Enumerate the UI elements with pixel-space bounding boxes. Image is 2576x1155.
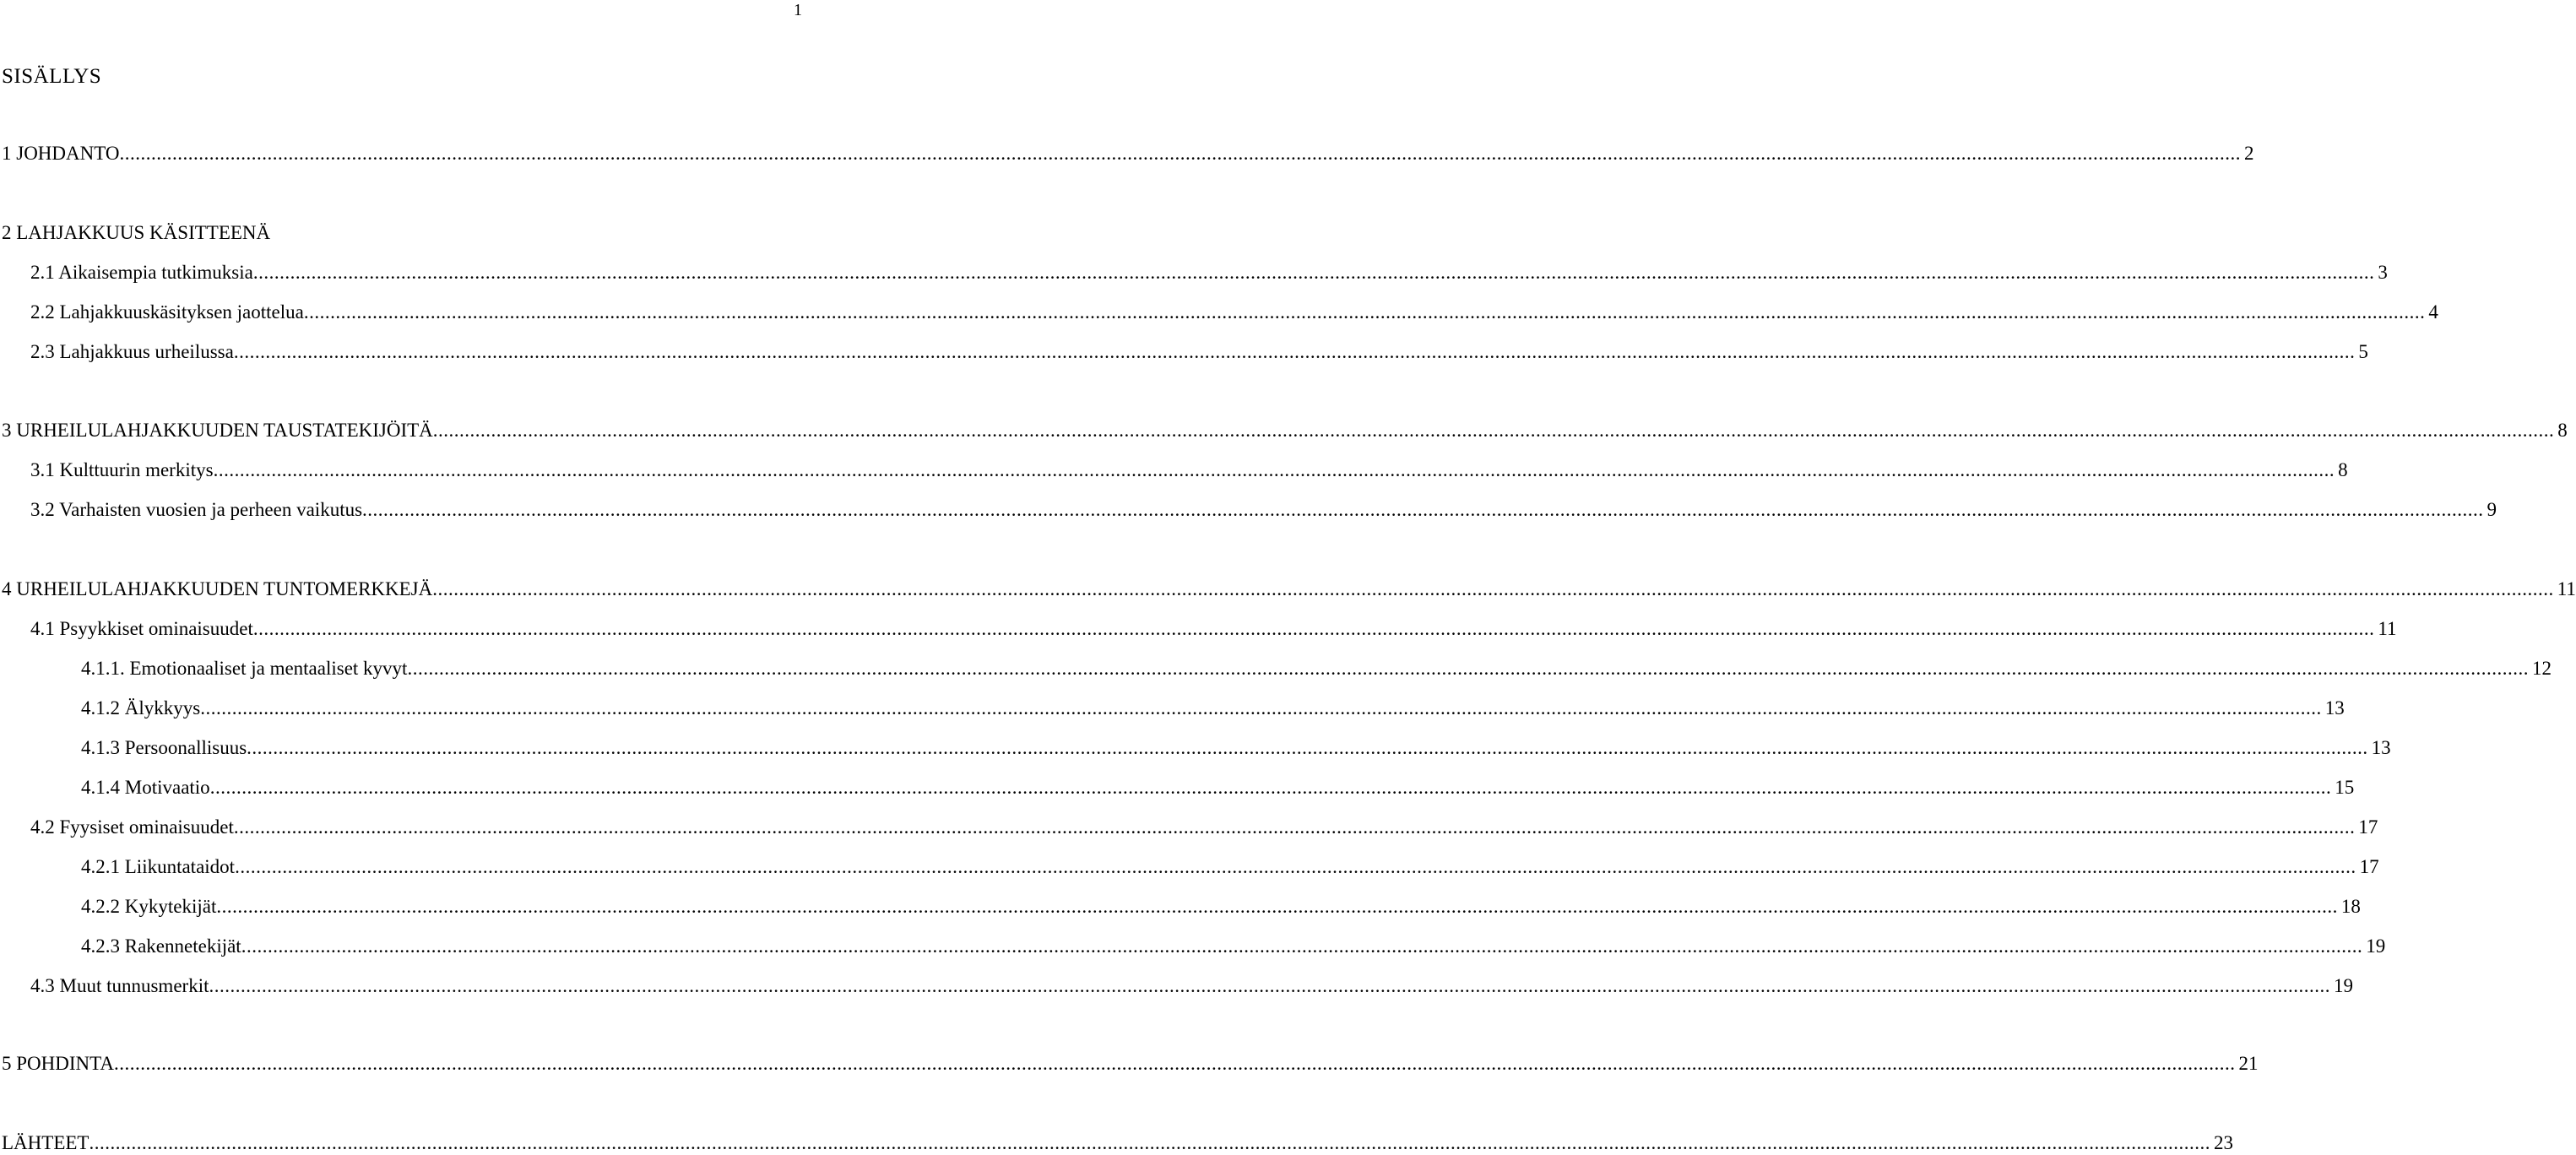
page-number: 1 [794, 1, 802, 19]
toc-entry-label: 2.2 Lahjakkuuskäsityksen jaottelua [30, 301, 304, 323]
toc-leader: .................................................................................................................................................................................................................................................................................................................................................................................................................. [233, 816, 2356, 838]
toc-entry-label: 4.2 Fyysiset ominaisuudet [30, 816, 234, 838]
toc-leader: .................................................................................................................................................................................................................................................................................................................................................................................................................. [432, 578, 2554, 599]
toc-entry-page: 11 [2557, 578, 2576, 599]
toc-entry-4-2-2[interactable] [81, 895, 2361, 919]
toc-entry-page: 19 [2366, 935, 2386, 957]
toc-leader: .................................................................................................................................................................................................................................................................................................................................................................................................................. [200, 697, 2322, 718]
toc-entry-page: 11 [2378, 618, 2397, 639]
toc-entry-page: 23 [2213, 1132, 2233, 1153]
toc-leader: .................................................................................................................................................................................................................................................................................................................................................................................................................. [213, 459, 2335, 480]
toc-entry-page: 18 [2340, 896, 2361, 917]
toc-leader: .................................................................................................................................................................................................................................................................................................................................................................................................................. [247, 737, 2368, 758]
toc-entry-label: 4.2.1 Liikuntataidot [81, 856, 236, 877]
toc-entry-label: 4.2.2 Kykytekijät [81, 896, 217, 917]
toc-entry-page: 3 [2378, 262, 2388, 283]
toc-entry-4-1[interactable] [30, 617, 2397, 641]
toc-leader: .................................................................................................................................................................................................................................................................................................................................................................................................................. [241, 935, 2363, 957]
toc-leader: .................................................................................................................................................................................................................................................................................................................................................................................................................. [252, 262, 2375, 283]
toc-leader: .................................................................................................................................................................................................................................................................................................................................................................................................................. [119, 143, 2241, 164]
toc-entry-page: 9 [2487, 499, 2497, 520]
toc-entry-label: LÄHTEET [2, 1132, 89, 1153]
toc-leader: .................................................................................................................................................................................................................................................................................................................................................................................................................. [209, 975, 2330, 996]
toc-entry-4-1-2[interactable] [81, 697, 2345, 720]
toc-entry-3-2[interactable] [30, 498, 2497, 522]
toc-entry-page: 17 [2358, 816, 2378, 838]
toc-entry-label: 1 JOHDANTO [2, 143, 120, 164]
toc-entry-label: 2.3 Lahjakkuus urheilussa [30, 341, 234, 362]
toc-entry-label: 4 URHEILULAHJAKKUUDEN TUNTOMERKKEJÄ [2, 578, 433, 599]
toc-entry-label: 3.1 Kulttuurin merkitys [30, 459, 214, 480]
toc-entry-page: 8 [2557, 420, 2568, 441]
toc-leader: .................................................................................................................................................................................................................................................................................................................................................................................................................. [235, 856, 2356, 877]
toc-leader: .................................................................................................................................................................................................................................................................................................................................................................................................................. [233, 341, 2356, 362]
toc-entry-label: 4.1 Psyykkiset ominaisuudet [30, 618, 253, 639]
toc-entry-4-3[interactable] [30, 974, 2353, 998]
toc-leader: .................................................................................................................................................................................................................................................................................................................................................................................................................. [407, 658, 2529, 679]
toc-leader: .................................................................................................................................................................................................................................................................................................................................................................................................................. [432, 420, 2555, 441]
toc-entry-label: 4.3 Muut tunnusmerkit [30, 975, 209, 996]
toc-heading-lahjakkuus[interactable]: 2 LAHJAKKUUS KÄSITTEENÄ [2, 222, 271, 243]
toc-entry-lahteet[interactable] [2, 1131, 2233, 1155]
toc-entry-2-3[interactable] [30, 340, 2368, 364]
toc-entry-4-2-3[interactable] [81, 935, 2386, 958]
toc-entry-2-1[interactable] [30, 261, 2388, 285]
toc-entry-2-2[interactable] [30, 301, 2438, 324]
toc-entry-4-1-4[interactable] [81, 776, 2355, 800]
toc-leader: .................................................................................................................................................................................................................................................................................................................................................................................................................. [216, 896, 2338, 917]
toc-entry-label: 4.1.4 Motivaatio [81, 777, 210, 798]
toc-entry-johdanto[interactable] [2, 142, 2254, 165]
toc-leader: .................................................................................................................................................................................................................................................................................................................................................................................................................. [252, 618, 2375, 639]
toc-entry-tuntomerkkeja[interactable] [2, 578, 2576, 601]
page-title: SISÄLLYS [2, 65, 102, 88]
toc-entry-label: 4.2.3 Rakennetekijät [81, 935, 241, 957]
toc-entry-4-1-3[interactable] [81, 736, 2391, 760]
toc-entry-page: 13 [2371, 737, 2391, 758]
toc-entry-page: 17 [2359, 856, 2379, 877]
toc-entry-taustatekijoita[interactable] [2, 419, 2568, 442]
toc-entry-label: 3.2 Varhaisten vuosien ja perheen vaikutus [30, 499, 363, 520]
toc-entry-page: 13 [2324, 697, 2345, 718]
toc-entry-page: 4 [2428, 301, 2438, 323]
toc-leader: .................................................................................................................................................................................................................................................................................................................................................................................................................. [362, 499, 2484, 520]
toc-entry-label: 4.1.3 Persoonallisuus [81, 737, 247, 758]
toc-entry-pohdinta[interactable] [2, 1052, 2259, 1076]
toc-entry-page: 12 [2531, 658, 2552, 679]
toc-entry-label: 2.1 Aikaisempia tutkimuksia [30, 262, 253, 283]
toc-entry-4-1-1[interactable] [81, 657, 2552, 681]
toc-entry-page: 5 [2358, 341, 2368, 362]
toc-entry-page: 19 [2333, 975, 2353, 996]
toc-entry-label: 4.1.2 Älykkyys [81, 697, 201, 718]
toc-entry-4-2-1[interactable] [81, 855, 2379, 879]
toc-entry-page: 2 [2244, 143, 2254, 164]
toc-leader: .................................................................................................................................................................................................................................................................................................................................................................................................................. [303, 301, 2426, 323]
toc-entry-page: 15 [2335, 777, 2355, 798]
toc-entry-label: 4.1.1. Emotionaaliset ja mentaaliset kyvyt [81, 658, 408, 679]
toc-entry-label: 3 URHEILULAHJAKKUUDEN TAUSTATEKIJÖITÄ [2, 420, 433, 441]
toc-leader: .................................................................................................................................................................................................................................................................................................................................................................................................................. [89, 1132, 2210, 1153]
toc-entry-label: 5 POHDINTA [2, 1053, 114, 1074]
toc-entry-3-1[interactable] [30, 458, 2348, 482]
toc-leader: .................................................................................................................................................................................................................................................................................................................................................................................................................. [209, 777, 2332, 798]
toc-entry-page: 21 [2238, 1053, 2259, 1074]
toc-leader: .................................................................................................................................................................................................................................................................................................................................................................................................................. [113, 1053, 2236, 1074]
toc-entry-page: 8 [2338, 459, 2348, 480]
toc-entry-4-2[interactable] [30, 816, 2378, 839]
